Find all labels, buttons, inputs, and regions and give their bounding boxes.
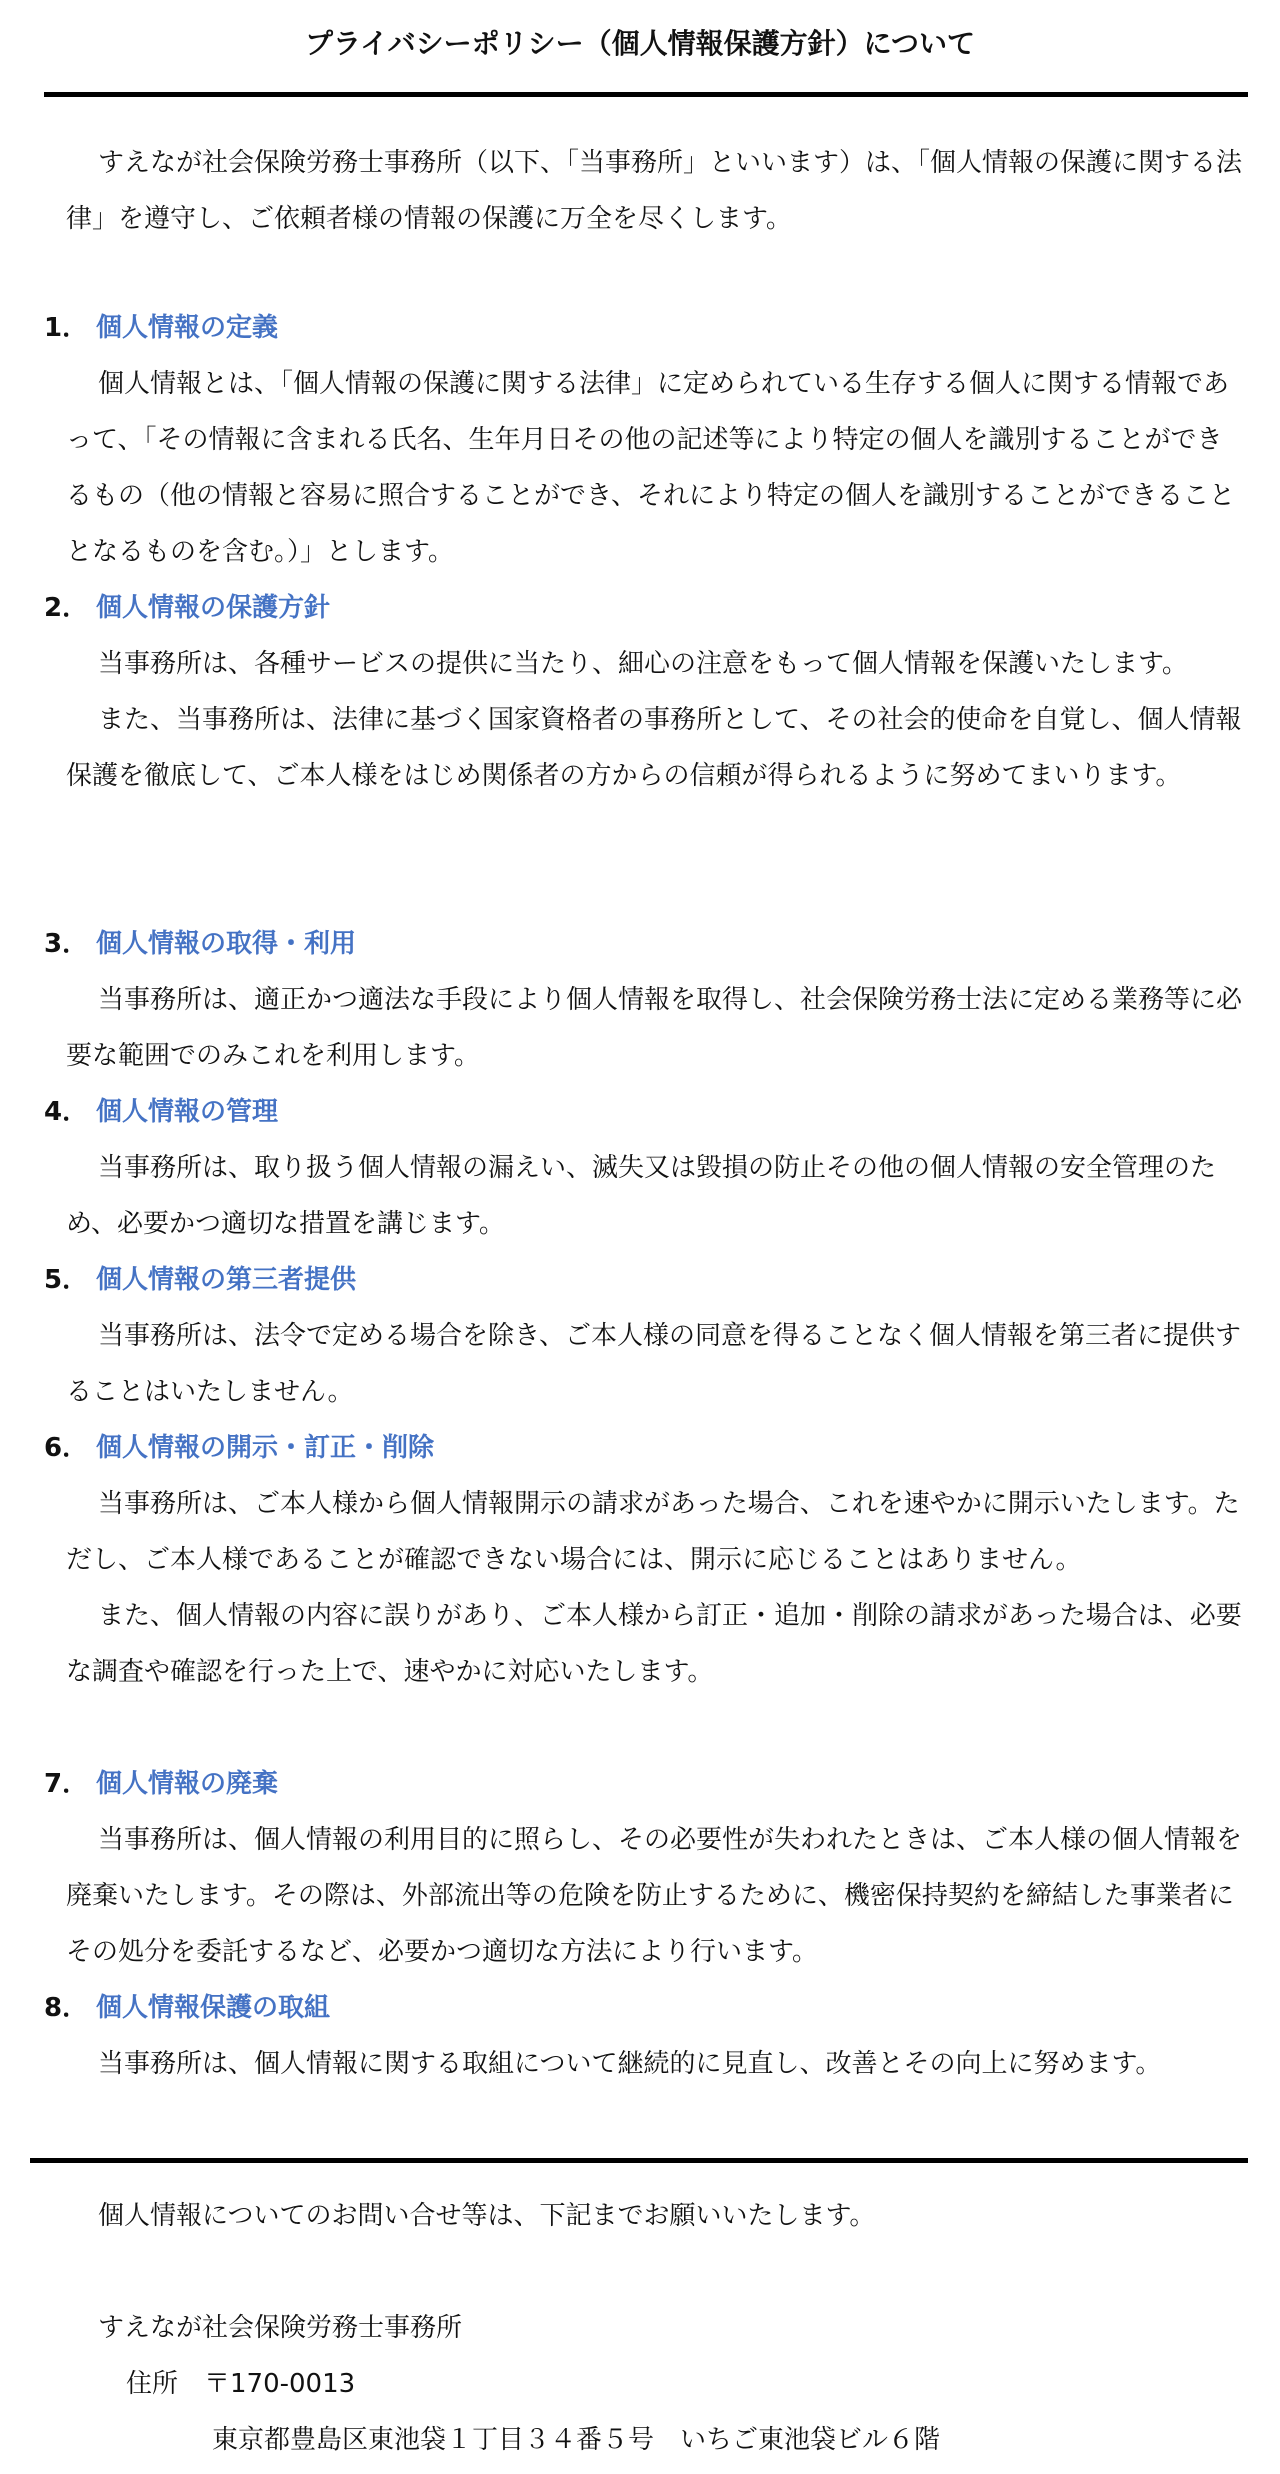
section-title: 個人情報の第三者提供 xyxy=(96,1265,357,1295)
address-line: 住所 〒170-0013 xyxy=(126,2369,356,2399)
section-title: 個人情報の取得・利用 xyxy=(96,929,357,959)
section-body-initiatives xyxy=(66,2036,1246,2092)
section-paragraph: 当事務所は、適正かつ適法な手段により個人情報を取得し、社会保険労務士法に定める業務等に必要な範囲でのみこれを利用します。 xyxy=(66,985,1243,1071)
section-paragraph: また、当事務所は、法律に基づく国家資格者の事務所として、その社会的使命を自覚し、個人情報保護を徹底して、ご本人様をはじめ関係者の方からの信頼が得られるように努めてまいります。 xyxy=(66,705,1242,791)
section-body-acquisition-use xyxy=(66,972,1246,1084)
section-paragraph: 当事務所は、ご本人様から個人情報開示の請求があった場合、これを速やかに開示いたします。ただし、ご本人様であることが確認できない場合には、開示に応じることはありません。 xyxy=(66,1489,1240,1575)
section-title: 個人情報の廃棄 xyxy=(96,1769,279,1799)
section-heading-acquisition-use xyxy=(44,916,356,972)
section-number: 3． xyxy=(44,929,89,959)
section-body-third-party xyxy=(66,1308,1246,1420)
title-divider xyxy=(44,92,1248,97)
section-number: 2． xyxy=(44,593,89,623)
section-paragraph: 当事務所は、取り扱う個人情報の漏えい、滅失又は毀損の防止その他の個人情報の安全管理のため、必要かつ適切な措置を講じます。 xyxy=(66,1153,1217,1239)
section-title: 個人情報の保護方針 xyxy=(96,593,331,623)
intro-text xyxy=(66,135,1246,247)
section-heading-disclosure xyxy=(44,1420,434,1476)
section-heading-definition xyxy=(44,300,278,356)
section-body-definition xyxy=(66,356,1246,580)
section-body-disclosure xyxy=(66,1476,1246,1700)
section-number: 5． xyxy=(44,1265,89,1295)
section-paragraph: 当事務所は、法令で定める場合を除き、ご本人様の同意を得ることなく個人情報を第三者に提供することはいたしません。 xyxy=(66,1321,1241,1407)
section-paragraph: 個人情報とは、「個人情報の保護に関する法律」に定められている生存する個人に関する情報であって、「その情報に含まれる氏名、生年月日その他の記述等により特定の個人を識別することができるもの（他の情報と容易に照合することができ、それにより特定の個人を識別することができることとなるものを含む。）」とします。 xyxy=(66,369,1235,567)
inquiry-text: 個人情報についてのお問い合せ等は、下記までお願いいたします。 xyxy=(98,2201,876,2231)
section-number: 1． xyxy=(44,313,89,343)
footer-divider xyxy=(30,2158,1248,2163)
intro-paragraph: すえなが社会保険労務士事務所（以下、「当事務所」といいます）は、「個人情報の保護に関する法律」を遵守し、ご依頼者様の情報の保護に万全を尽くします。 xyxy=(66,148,1243,234)
address-detail: 東京都豊島区東池袋１丁目３４番５号 いちご東池袋ビル６階 xyxy=(212,2425,941,2455)
section-paragraph: 当事務所は、個人情報の利用目的に照らし、その必要性が失われたときは、ご本人様の個人情報を廃棄いたします。その際は、外部流出等の危険を防止するために、機密保持契約を締結した事業者にその処分を委託するなど、必要かつ適切な方法により行います。 xyxy=(66,1825,1243,1967)
section-heading-initiatives xyxy=(44,1980,330,2036)
office-name: すえなが社会保険労務士事務所 xyxy=(98,2313,463,2343)
section-number: 7． xyxy=(44,1769,89,1799)
section-paragraph: 当事務所は、各種サービスの提供に当たり、細心の注意をもって個人情報を保護いたします。 xyxy=(98,649,1188,679)
section-paragraph: 当事務所は、個人情報に関する取組について継続的に見直し、改善とその向上に努めます。 xyxy=(98,2049,1162,2079)
section-title: 個人情報の管理 xyxy=(96,1097,279,1127)
page-title: プライバシーポリシー（個人情報保護方針）について xyxy=(304,27,976,60)
section-number: 8． xyxy=(44,1993,89,2023)
section-heading-disposal xyxy=(44,1756,278,1812)
section-body-disposal xyxy=(66,1812,1246,1980)
section-number: 6． xyxy=(44,1433,89,1463)
section-heading-third-party xyxy=(44,1252,356,1308)
section-heading-protection-policy xyxy=(44,580,330,636)
section-body-management xyxy=(66,1140,1246,1252)
section-title: 個人情報保護の取組 xyxy=(96,1993,331,2023)
section-number: 4． xyxy=(44,1097,89,1127)
section-title: 個人情報の開示・訂正・削除 xyxy=(96,1433,435,1463)
section-paragraph: また、個人情報の内容に誤りがあり、ご本人様から訂正・追加・削除の請求があった場合は、必要な調査や確認を行った上で、速やかに対応いたします。 xyxy=(66,1601,1242,1687)
section-title: 個人情報の定義 xyxy=(96,313,279,343)
section-body-protection-policy xyxy=(66,636,1246,804)
section-heading-management xyxy=(44,1084,278,1140)
